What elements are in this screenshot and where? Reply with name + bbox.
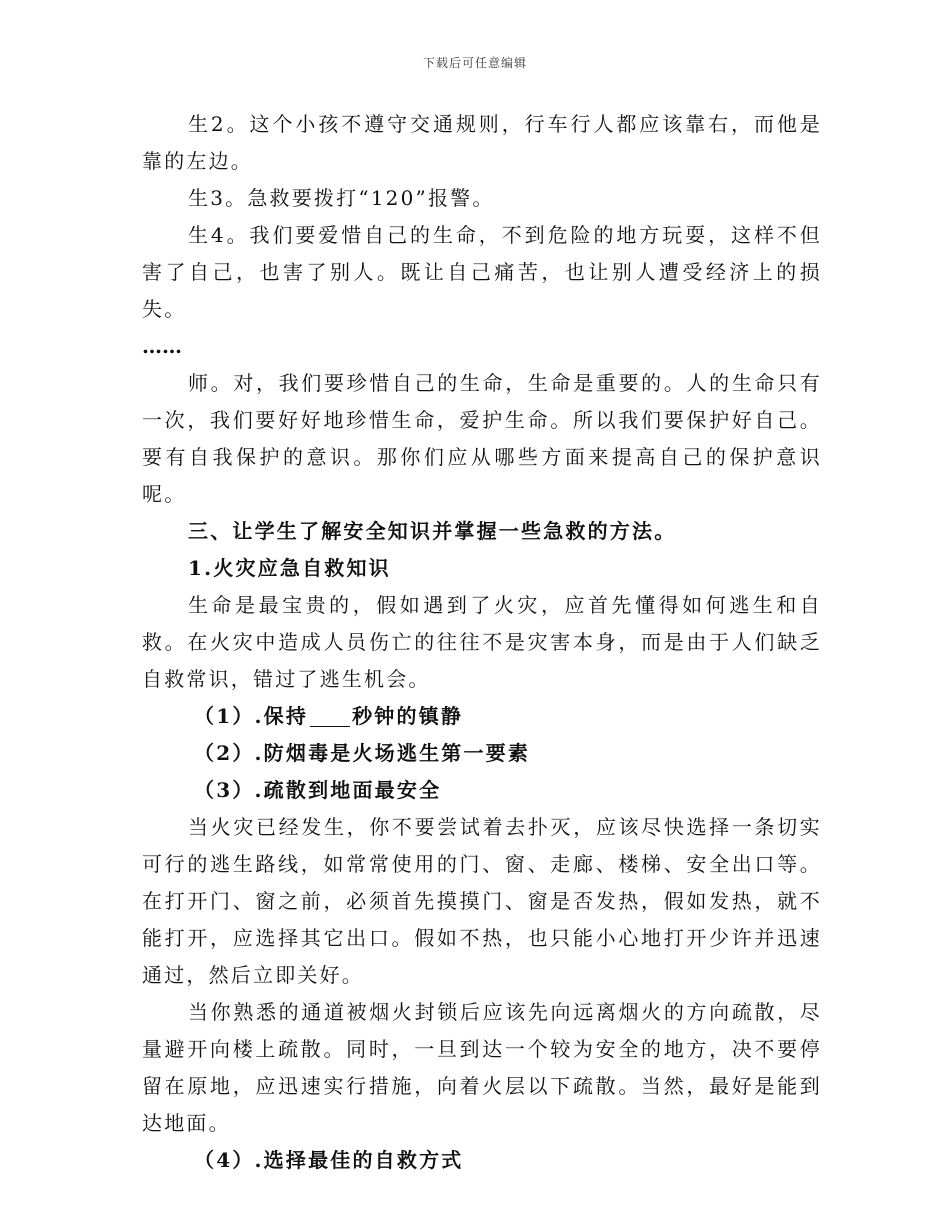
- list-item-3: （3）.疏散到地面最安全: [194, 778, 442, 802]
- list-item-1: [142, 698, 822, 735]
- subsection-heading-fire: 1.火灾应急自救知识: [188, 556, 391, 580]
- paragraph-evacuation: 当你熟悉的通道被烟火封锁后应该先向远离烟火的方向疏散，尽量避开向楼上疏散。同时，一旦到达一个较为安全的地方，决不要停留在原地，应迅速实行措施，向着火层以下疏散。当然，最好是能到达地面。: [142, 1000, 822, 1135]
- paragraph-teacher: 师。对，我们要珍惜自己的生命，生命是重要的。人的生命只有一次，我们要好好地珍惜生命，爱护生命。所以我们要保护好自己。要有自我保护的意识。那你们应从哪些方面来提高自己的保护意识呢。: [142, 371, 822, 506]
- list-item-1-prefix: （1）.保持: [194, 704, 309, 728]
- paragraph-student-4: 生4。我们要爱惜自己的生命，不到危险的地方玩耍，这样不但害了自己，也害了别人。既让自己痛苦，也让别人遭受经济上的损失。: [142, 223, 822, 321]
- fill-in-blank: [310, 706, 350, 727]
- paragraph-escape-route: 当火灾已经发生，你不要尝试着去扑灭，应该尽快选择一条切实可行的逃生路线，如常常使用的门、窗、走廊、楼梯、安全出口等。在打开门、窗之前，必须首先摸摸门、窗是否发热，假如发热，就不能打开，应选择其它出口。假如不热，也只能小心地打开少许并迅速通过，然后立即关好。: [142, 815, 822, 987]
- ellipsis-line: ……: [142, 334, 182, 358]
- list-item-2: （2）.防烟毒是火场逃生第一要素: [194, 741, 531, 765]
- paragraph-student-3: 生3。急救要拨打“120”报警。: [188, 186, 495, 210]
- paragraph-student-2: 生2。这个小孩不遵守交通规则，行车行人都应该靠右，而他是靠的左边。: [142, 112, 822, 173]
- page-header: 下载后可任意编辑: [422, 56, 527, 70]
- document-body: [142, 106, 822, 1179]
- paragraph-fire-intro: 生命是最宝贵的，假如遇到了火灾，应首先懂得如何逃生和自救。在火灾中造成人员伤亡的往往不是灾害本身，而是由于人们缺乏自救常识，错过了逃生机会。: [142, 593, 822, 691]
- list-item-1-suffix: 秒钟的镇静: [352, 704, 464, 728]
- list-item-4: （4）.选择最佳的自救方式: [194, 1148, 464, 1172]
- section-heading-3: 三、让学生了解安全知识并掌握一些急救的方法。: [188, 519, 677, 543]
